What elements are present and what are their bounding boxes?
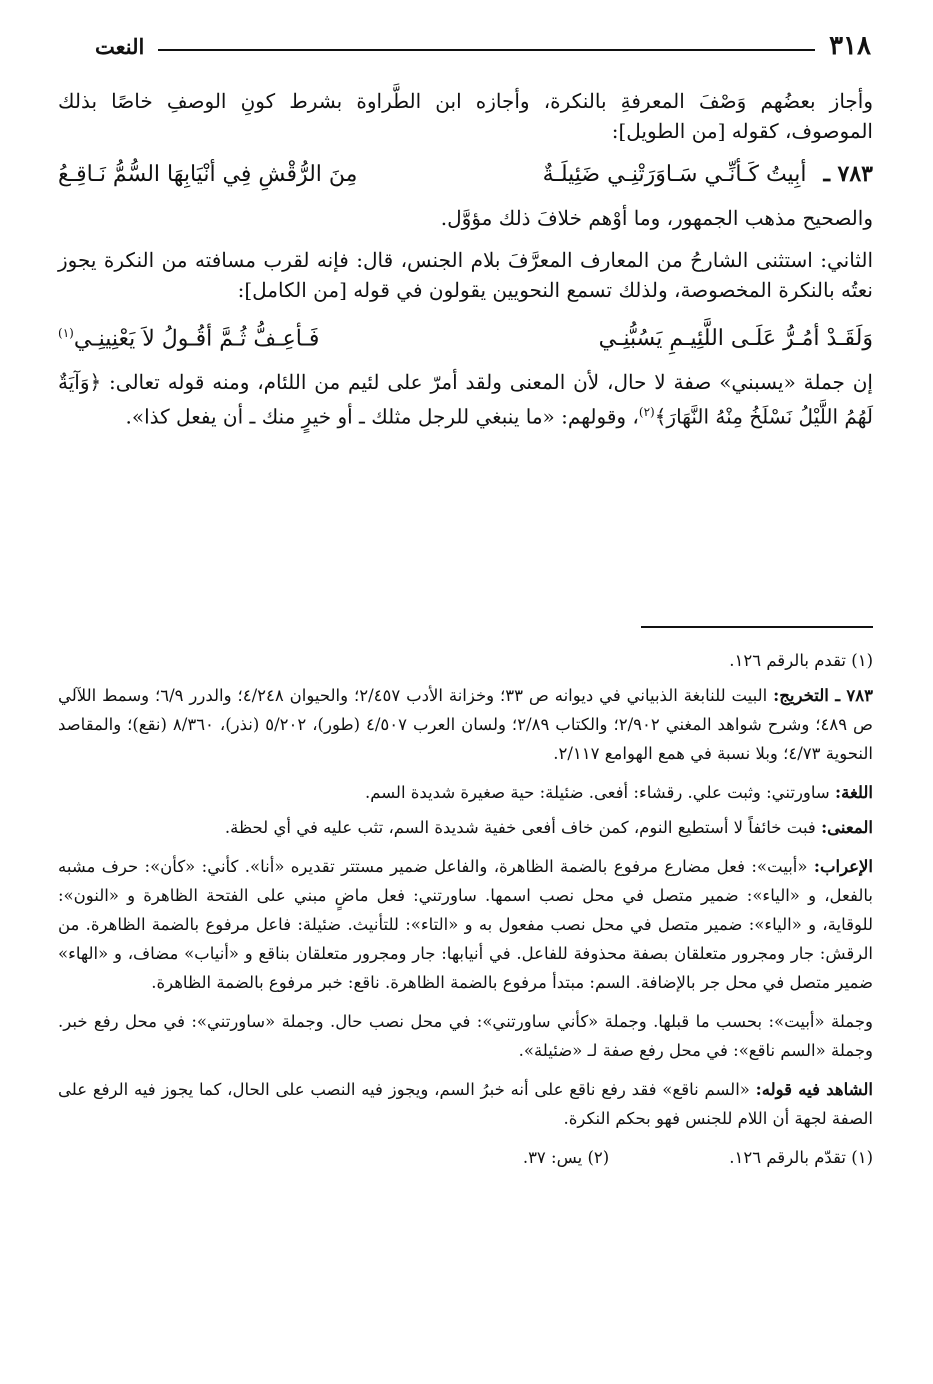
- page-footnotes: [58, 1143, 873, 1172]
- verse-kamil-second-hemistich: [58, 317, 319, 355]
- paragraph-4-part-1: إن جملة «يسبني» صفة لا حال، لأن المعنى ولقد أمرّ على لئيم من اللئام، ومنه قوله تعالى: ﴿وَآيَةٌ لَهُمُ اللَّيْلُ نَسْلَخُ مِنْهُ النَّهَارَ﴾: [58, 370, 873, 429]
- page-number: ٣١٨: [829, 31, 871, 61]
- chapter-title: النعت: [95, 33, 145, 59]
- paragraph-3: الثاني: استثنى الشارحُ من المعارف المعرَّفَ بلام الجنس، قال: فإنه لقرب مسافته من النكرة يجوز نعتُه بالنكرة المخصوصة، ولذلك تسمع النحويين يقولون في قوله [من الكامل]:: [58, 248, 873, 302]
- lugha: [58, 778, 873, 807]
- paragraph-4-part-2: ، وقولهم: «ما ينبغي للرجل مثلك ـ أو خيرٍ منك ـ أن يفعل كذا».: [125, 404, 639, 429]
- verse-kamil: [58, 317, 873, 355]
- lugha-label: اللغة:: [835, 783, 873, 802]
- mana-label: المعنى:: [821, 818, 873, 837]
- mana: [58, 813, 873, 842]
- verse-783-hemistich-1-text: أبِيتُ كَـأنِّـي سَـاوَرَتْنِـي ضَئِيلَـةٌ: [542, 162, 807, 187]
- main-text: [58, 86, 873, 444]
- irab-text: «أبيت»: فعل مضارع مرفوع بالضمة الظاهرة، والفاعل ضمير مستتر تقديره «أنا». كأني: «كأن»: حرف مشبه بالفعل، و «الياء»: ضمير متصل في محل نصب اسمها. ساورتني: فعل ماضٍ مبني على الفتحة الظاهرة و «النون»: للوقاية، و «الياء»: ضمير متصل في محل نصب مفعول به و «التاء»: للتأنيث. ضئيلة: فاعل مرفوع بالضمة الظاهرة. من الرقش: جار ومجرور متعلقان بصفة محذوفة للفاعل. في أنيابها: جار ومجرور متعلقان بناقع و «أنياب» مضاف، و «الهاء» ضمير متصل في محل جر بالإضافة. السم: مبتدأ مرفوع بالضمة الظاهرة. ناقع: خبر مرفوع بالضمة الظاهرة.: [58, 857, 873, 992]
- footnote-1-bottom: (١) تقدّم بالرقم ١٢٦.: [729, 1148, 873, 1167]
- verse-783-first-hemistich: [543, 158, 873, 191]
- verse-kamil-hemistich-2-text: فَـأعِـفُّ ثُـمَّ أقُـولُ لاَ يَعْنِينِـي: [73, 326, 320, 352]
- verse-783: [58, 158, 873, 191]
- footnote-1-top: (١) تقدم بالرقم ١٢٦.: [729, 651, 873, 670]
- takhrij-label: ٧٨٣ ـ التخريج:: [773, 686, 874, 705]
- header-rule: [158, 49, 815, 51]
- shahid: [58, 1075, 873, 1133]
- footnote-2-bottom: (٢) يس: ٣٧.: [522, 1148, 610, 1167]
- shahid-label: الشاهد فيه قوله:: [755, 1080, 873, 1099]
- verse-kamil-first-hemistich: وَلَقَـدْ أمُـرُّ عَلَـى اللَّئِيـمِ يَسُبُّنِـي: [598, 326, 873, 352]
- shahid-text: «السم ناقع» فقد رفع ناقع على أنه خبرُ السم، ويجوز فيه النصب على الحال، كما يجوز فيه الرفع على الصفة لجهة أن اللام للجنس فهو بحكم النكرة.: [58, 1080, 873, 1128]
- page-header: [95, 28, 871, 64]
- mana-text: فبت خائفاً لا أستطيع النوم، كمن خاف أفعى خفية شديدة السم، تثب عليه في أي لحظة.: [224, 818, 816, 837]
- takhrij-text: البيت للنابغة الذبياني في ديوانه ص ٣٣؛ وخزانة الأدب ٢/٤٥٧؛ والحيوان ٤/٢٤٨؛ والدرر ٦/٩؛ وسمط اللآلي ص ٤٨٩؛ وشرح شواهد المغني ٢/٩٠٢؛ والكتاب ٢/٨٩؛ ولسان العرب ٤/٥٠٧ (طور)، ٥/٢٠٢ (نذر)، ٨/٣٦٠ (نقع)؛ والمقاصد النحوية ٤/٧٣؛ وبلا نسبة في همع الهوامع ٢/١١٧.: [58, 686, 873, 763]
- footnote-ref-1[interactable]: (١): [58, 326, 74, 340]
- takhrij: [58, 681, 873, 768]
- lugha-text: ساورتني: وثبت علي. رقشاء: أفعى. ضئيلة: حية صغيرة شديدة السم.: [364, 783, 830, 802]
- irab-label: الإعراب:: [813, 857, 874, 876]
- paragraph-4: [58, 367, 873, 432]
- irab: [58, 852, 873, 997]
- footnote-ref-2[interactable]: (٢): [638, 405, 655, 420]
- verse-number: ٧٨٣ ـ: [823, 161, 873, 187]
- footnote-separator: [641, 626, 873, 628]
- paragraph-2: والصحيح مذهب الجمهور، وما أوْهم خلافَ ذلك مؤوَّل.: [440, 206, 873, 230]
- paragraph-1-line-2: الموصوف، كقوله [من الطويل]:: [611, 119, 873, 143]
- verse-783-second-hemistich: مِنَ الرُّقْشِ فِي أنْيَابِهَا السُّمُّ نَـاقِـعُ: [58, 162, 358, 187]
- footnotes: [58, 646, 873, 1172]
- paragraph-1-line-1: وأجاز بعضُهم وَصْفَ المعرفةِ بالنكرة، وأجازه ابن الطَّراوة بشرط كونِ الوصفِ خاصًا بذلك: [58, 89, 873, 113]
- paragraph-1: [58, 86, 873, 146]
- jumal: وجملة «أبيت»: بحسب ما قبلها. وجملة «كأني ساورتني»: في محل نصب حال. وجملة «ساورتني»: في محل رفع خبر. وجملة «السم ناقع»: في محل رفع صفة لـ «ضئيلة».: [58, 1012, 873, 1060]
